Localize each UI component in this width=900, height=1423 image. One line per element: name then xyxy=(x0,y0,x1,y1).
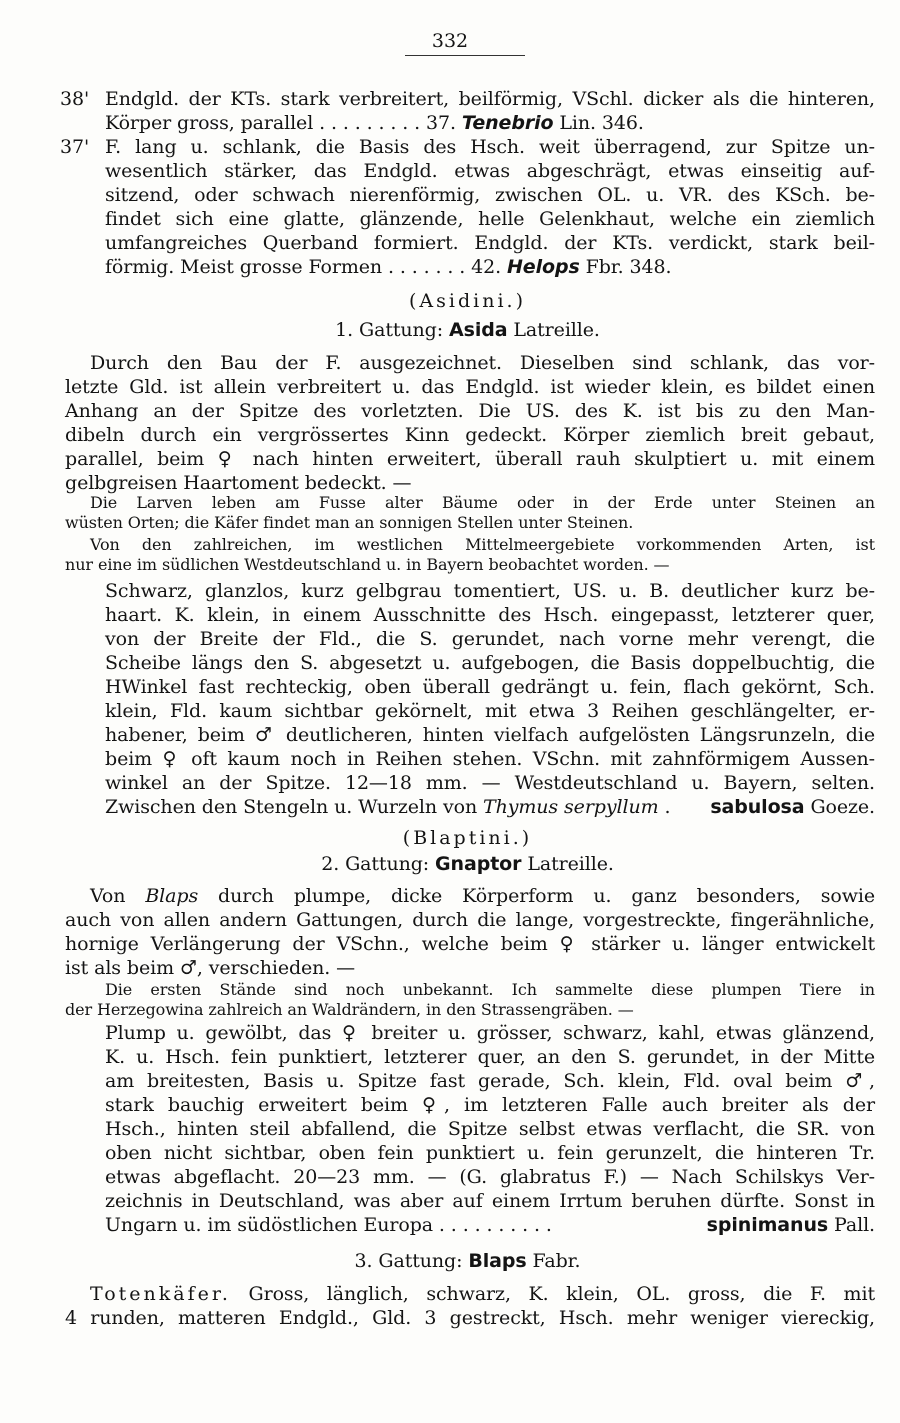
asida-distribution-line: Von den zahlreichen, im westlichen Mittelmeergebiete vorkommenden Arten, ist xyxy=(90,535,875,554)
key-37-line-4: findet sich eine glatte, glänzende, helle Gelenkhaut, welche ein ziemlich xyxy=(105,208,875,230)
gnaptor-description-line: oben nicht sichtbar, oben fein punktiert u. fein gerunzelt, die hinteren Tr. xyxy=(105,1142,875,1164)
gnaptor-description-line: am breitesten, Basis u. Spitze fast gerade, Sch. klein, Fld. oval beim ♂, xyxy=(105,1070,875,1092)
asida-intro-line: parallel, beim ♀ nach hinten erweitert, überall rauh skulptiert u. mit einem xyxy=(65,448,875,470)
genus-heading-blaps-prefix: 3. Gattung: xyxy=(354,1250,463,1272)
asida-larvae-line: wüsten Orten; die Käfer findet man an sonnigen Stellen unter Steinen. xyxy=(65,513,634,532)
gnaptor-intro-line: auch von allen andern Gattungen, durch die lange, vorgestreckte, fingerähnliche, xyxy=(65,909,875,931)
key-37-line-1: F. lang u. schlank, die Basis des Hsch. weit überragend, zur Spitze un- xyxy=(105,136,875,158)
gnaptor-description-line: zeichnis in Deutschland, was aber auf einem Irrtum beruhen dürfte. Sonst in xyxy=(105,1190,875,1212)
key-37-line-5: umfangreiches Querband formiert. Endgld. der KTs. verdickt, stark beil- xyxy=(105,232,875,254)
asida-intro-line: Durch den Bau der F. ausgezeichnet. Dieselben sind schlank, das vor- xyxy=(90,352,875,374)
gnaptor-description-line: Plump u. gewölbt, das ♀ breiter u. grösser, schwarz, kahl, etwas glänzend, xyxy=(105,1022,875,1044)
asida-description-line: beim ♀ oft kaum noch in Reihen stehen. VSchn. mit zahnförmigem Aussen- xyxy=(105,748,875,770)
tribe-blaptini: (Blaptini.) xyxy=(402,827,533,849)
key-38-line-2-text: Körper gross, parallel . . . . . . . . . 37. xyxy=(105,112,456,134)
page-number-rule xyxy=(405,55,525,56)
species-author-goeze: Goeze. xyxy=(810,796,875,818)
key-37-line-6-text: förmig. Meist grosse Formen . . . . . . . 42. xyxy=(105,256,502,278)
asida-habitat-text: Zwischen den Stengeln u. Wurzeln von xyxy=(105,796,478,818)
asida-intro-line: dibeln durch ein vergrössertes Kinn gedeckt. Körper ziemlich breit gebaut, xyxy=(65,424,875,446)
genus-heading-gnaptor-name: Gnaptor xyxy=(435,853,522,875)
genus-heading-asida-author: Latreille. xyxy=(513,319,600,341)
genus-helops: Helops xyxy=(506,256,580,278)
tribe-asidini: (Asidini.) xyxy=(409,290,526,312)
blaps-common-name: Totenkäfer. xyxy=(90,1283,231,1305)
gnaptor-intro-line: hornige Verlängerung der VSchn., welche beim ♀ stärker u. länger entwickelt xyxy=(65,933,875,955)
gnaptor-description-line: K. u. Hsch. fein punktiert, letzterer quer, an den S. gerundet, in der Mitte xyxy=(105,1046,875,1068)
genus-heading-asida-prefix: 1. Gattung: xyxy=(335,319,444,341)
genus-heading-blaps-author: Fabr. xyxy=(532,1250,581,1272)
genus-heading-gnaptor-author: Latreille. xyxy=(527,853,614,875)
blaps-intro-line-1 xyxy=(90,1282,875,1306)
gnaptor-description-last-line: Ungarn u. im südöstlichen Europa . . . . . . . . . . xyxy=(105,1214,552,1236)
gnaptor-intro-line: ist als beim ♂, verschieden. — xyxy=(65,957,356,979)
asida-description-line: von der Breite der Fld., die S. gerundet, nach vorne mehr verengt, die xyxy=(105,628,875,650)
gnaptor-description-line: etwas abgeflacht. 20—23 mm. — (G. glabratus F.) — Nach Schilskys Ver- xyxy=(105,1166,875,1188)
asida-description-line: haart. K. klein, in einem Ausschnitte des Hsch. eingepasst, letzterer quer, xyxy=(105,604,875,626)
genus-heading-gnaptor-prefix: 2. Gattung: xyxy=(321,853,430,875)
page-number: 332 xyxy=(431,30,469,52)
asida-description-line: Schwarz, glanzlos, kurz gelbgrau tomentiert, US. u. B. deutlicher kurz be- xyxy=(105,580,875,602)
asida-larvae-line: Die Larven leben am Fusse alter Bäume oder in der Erde unter Steinen an xyxy=(90,493,875,512)
asida-intro-line: letzte Gld. ist allein verbreitert u. das Endgld. ist wieder klein, es bildet einen xyxy=(65,376,875,398)
species-gnaptor-spinimanus xyxy=(680,1213,875,1237)
gnaptor-stages-line: Die ersten Stände sind noch unbekannt. Ich sammelte diese plumpen Tiere in xyxy=(105,980,875,999)
genus-heading-gnaptor xyxy=(60,852,875,876)
asida-description-line: klein, Fld. kaum sichtbar gekörnelt, mit etwa 3 Reihen geschlängelter, er- xyxy=(105,700,875,722)
asida-description-line: Scheibe längs den S. abgesetzt u. aufgebogen, die Basis doppelbuchtig, die xyxy=(105,652,875,674)
genus-helops-ref: Fbr. 348. xyxy=(585,256,672,278)
blaps-intro-line-2: 4 runden, matteren Endgld., Gld. 3 gestreckt, Hsch. mehr weniger viereckig, xyxy=(65,1307,875,1329)
species-name-sabulosa: sabulosa xyxy=(710,796,805,818)
asida-habitat-plant: Thymus serpyllum xyxy=(483,796,659,818)
gnaptor-intro-rest: durch plumpe, dicke Körperform u. ganz besonders, sowie xyxy=(218,885,875,907)
asida-description-line: habener, beim ♂ deutlicheren, hinten vielfach aufgelösten Längsrunzeln, die xyxy=(105,724,875,746)
species-author-pall: Pall. xyxy=(834,1214,875,1236)
key-number-37: 37' xyxy=(60,136,90,158)
genus-heading-blaps-name: Blaps xyxy=(468,1250,527,1272)
asida-habitat-dot: . xyxy=(664,796,671,818)
key-38-line-2 xyxy=(105,111,875,135)
gnaptor-description-line: Hsch., hinten steil abfallend, die Spitze selbst etwas verflacht, die SR. von xyxy=(105,1118,875,1140)
asida-description-line: HWinkel fast rechteckig, oben überall gedrängt u. fein, flach gekörnt, Sch. xyxy=(105,676,875,698)
asida-intro-line: gelbgreisen Haartoment bedeckt. — xyxy=(65,472,412,494)
gnaptor-intro-von: Von xyxy=(90,885,126,907)
genus-heading-blaps xyxy=(60,1249,875,1273)
gnaptor-description-line: stark bauchig erweitert beim ♀, im letzteren Falle auch breiter als der xyxy=(105,1094,875,1116)
species-name-spinimanus: spinimanus xyxy=(706,1214,829,1236)
species-asida-sabulosa xyxy=(680,795,875,819)
gnaptor-intro-blaps: Blaps xyxy=(145,885,199,907)
key-number-38: 38' xyxy=(60,88,90,110)
key-37-line-2: wesentlich stärker, das Endgld. etwas abgeschrägt, etwas einseitig auf- xyxy=(105,160,875,182)
gnaptor-stages-line: der Herzegowina zahlreich an Waldrändern, in den Strassengräben. — xyxy=(65,1000,634,1019)
key-37-line-6 xyxy=(105,255,875,279)
gnaptor-intro-line-1 xyxy=(90,884,875,908)
asida-intro-line: Anhang an der Spitze des vorletzten. Die US. des K. ist bis zu den Man- xyxy=(65,400,875,422)
genus-heading-asida xyxy=(60,318,875,342)
key-37-line-3: sitzend, oder schwach nierenförmig, zwischen OL. u. VR. des KSch. be- xyxy=(105,184,875,206)
asida-description-line: winkel an der Spitze. 12—18 mm. — Westdeutschland u. Bayern, selten. xyxy=(105,772,875,794)
blaps-intro-rest: Gross, länglich, schwarz, K. klein, OL. gross, die F. mit xyxy=(248,1283,875,1305)
genus-tenebrio: Tenebrio xyxy=(461,112,554,134)
genus-tenebrio-ref: Lin. 346. xyxy=(559,112,644,134)
asida-distribution-line: nur eine im südlichen Westdeutschland u. in Bayern beobachtet worden. — xyxy=(65,555,670,574)
key-38-line-1: Endgld. der KTs. stark verbreitert, beilförmig, VSchl. dicker als die hinteren, xyxy=(105,88,875,110)
genus-heading-asida-name: Asida xyxy=(449,319,508,341)
